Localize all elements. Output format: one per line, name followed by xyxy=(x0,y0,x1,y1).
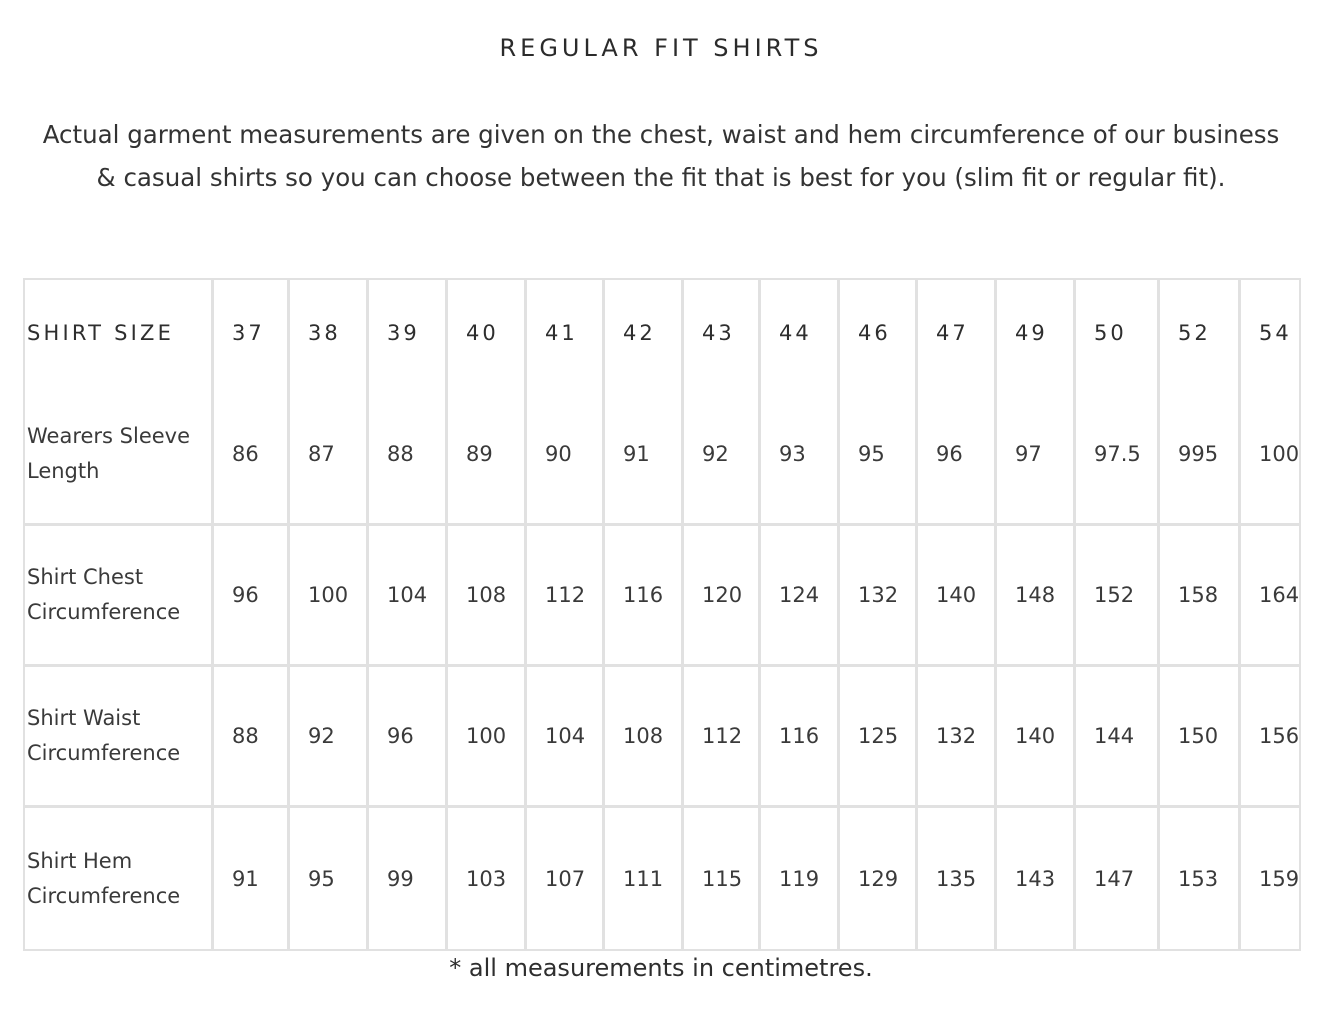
table-header-row xyxy=(25,280,1299,385)
intro-paragraph: Actual garment measurements are given on the chest, waist and hem circumference of our business & casual shirts so you can choose between the fit that is best for you (slim fit or regular fit). xyxy=(42,120,1280,192)
measurement-cell: 89 xyxy=(448,385,527,526)
row-label: Wearers Sleeve Length xyxy=(25,385,214,526)
size-header-cell: 38 xyxy=(290,280,369,385)
measurement-cell: 97.5 xyxy=(1076,385,1160,526)
size-header-cell: 39 xyxy=(369,280,448,385)
measurement-cell: 129 xyxy=(840,808,918,949)
size-header-cell: 41 xyxy=(527,280,605,385)
measurement-cell: 86 xyxy=(214,385,290,526)
measurement-cell: 108 xyxy=(448,526,527,667)
measurement-cell: 90 xyxy=(527,385,605,526)
page-title: REGULAR FIT SHIRTS xyxy=(499,34,823,62)
table-row xyxy=(25,526,1299,667)
measurement-cell: 91 xyxy=(214,808,290,949)
size-header-cell: 37 xyxy=(214,280,290,385)
measurement-cell: 104 xyxy=(369,526,448,667)
measurement-cell: 150 xyxy=(1160,667,1241,808)
measurement-cell: 116 xyxy=(761,667,840,808)
measurement-cell: 159 xyxy=(1259,866,1300,891)
measurement-cell: 144 xyxy=(1076,667,1160,808)
row-label: Shirt Waist Circumference xyxy=(25,667,214,808)
size-header-cell: 47 xyxy=(918,280,997,385)
measurement-cell: 92 xyxy=(684,385,761,526)
measurement-cell: 96 xyxy=(918,385,997,526)
size-header-cell: 40 xyxy=(448,280,527,385)
measurement-cell: 93 xyxy=(761,385,840,526)
table-body xyxy=(25,385,1299,949)
measurement-cell: 147 xyxy=(1076,808,1160,949)
measurement-cell: 96 xyxy=(214,526,290,667)
measurement-cell: 100 xyxy=(1241,385,1299,526)
measurement-cell: 158 xyxy=(1160,526,1241,667)
table-row xyxy=(25,667,1299,808)
measurement-cell: 100 xyxy=(290,526,369,667)
size-header-cell: 43 xyxy=(684,280,761,385)
size-header-cell: 49 xyxy=(997,280,1076,385)
size-header-cell: 46 xyxy=(840,280,918,385)
measurement-cell: 156 xyxy=(1241,667,1299,808)
measurement-cell: 120 xyxy=(684,526,761,667)
measurement-cell: 995 xyxy=(1160,385,1241,526)
measurement-cell: 91 xyxy=(605,385,684,526)
measurement-cell: 115 xyxy=(684,808,761,949)
measurement-cell: 97 xyxy=(997,385,1076,526)
size-header-cell: 52 xyxy=(1160,280,1241,385)
table-row xyxy=(25,808,1299,949)
footnote: * all measurements in centimetres. xyxy=(449,954,873,982)
measurement-cell: 124 xyxy=(761,526,840,667)
measurement-cell: 88 xyxy=(369,385,448,526)
measurement-cell: 100 xyxy=(448,667,527,808)
measurement-cell: 164 xyxy=(1241,526,1299,667)
measurement-cell: 132 xyxy=(918,667,997,808)
measurement-cell: 96 xyxy=(369,667,448,808)
measurement-cell: 143 xyxy=(997,808,1076,949)
measurement-cell: 119 xyxy=(761,808,840,949)
measurement-cell: 112 xyxy=(684,667,761,808)
measurement-cell: 125 xyxy=(840,667,918,808)
size-header-cell: 42 xyxy=(605,280,684,385)
measurement-cell: 95 xyxy=(840,385,918,526)
measurement-cell: 95 xyxy=(290,808,369,949)
measurement-cell: 111 xyxy=(605,808,684,949)
table-row xyxy=(25,385,1299,526)
measurement-cell: 107 xyxy=(527,808,605,949)
measurement-cell: 152 xyxy=(1076,526,1160,667)
measurement-cell: 140 xyxy=(918,526,997,667)
measurement-cell: 108 xyxy=(605,667,684,808)
measurement-cell: 135 xyxy=(918,808,997,949)
size-chart-table xyxy=(23,278,1301,951)
size-header-cell: 50 xyxy=(1076,280,1160,385)
measurement-cell: 132 xyxy=(840,526,918,667)
measurement-cell: 112 xyxy=(527,526,605,667)
measurement-cell: 88 xyxy=(214,667,290,808)
measurement-cell: 153 xyxy=(1160,808,1241,949)
header-label: SHIRT SIZE xyxy=(25,280,214,385)
measurement-cell: 87 xyxy=(290,385,369,526)
measurement-cell: 104 xyxy=(527,667,605,808)
measurement-cell: 148 xyxy=(997,526,1076,667)
measurement-cell: 103 xyxy=(448,808,527,949)
measurement-cell: 99 xyxy=(369,808,448,949)
size-header-cell: 44 xyxy=(761,280,840,385)
measurement-cell: 116 xyxy=(605,526,684,667)
measurement-cell: 140 xyxy=(997,667,1076,808)
size-header-cell: 54 xyxy=(1259,320,1292,345)
row-label: Shirt Hem Circumference xyxy=(25,808,214,949)
measurement-cell: 92 xyxy=(290,667,369,808)
row-label: Shirt Chest Circumference xyxy=(25,526,214,667)
